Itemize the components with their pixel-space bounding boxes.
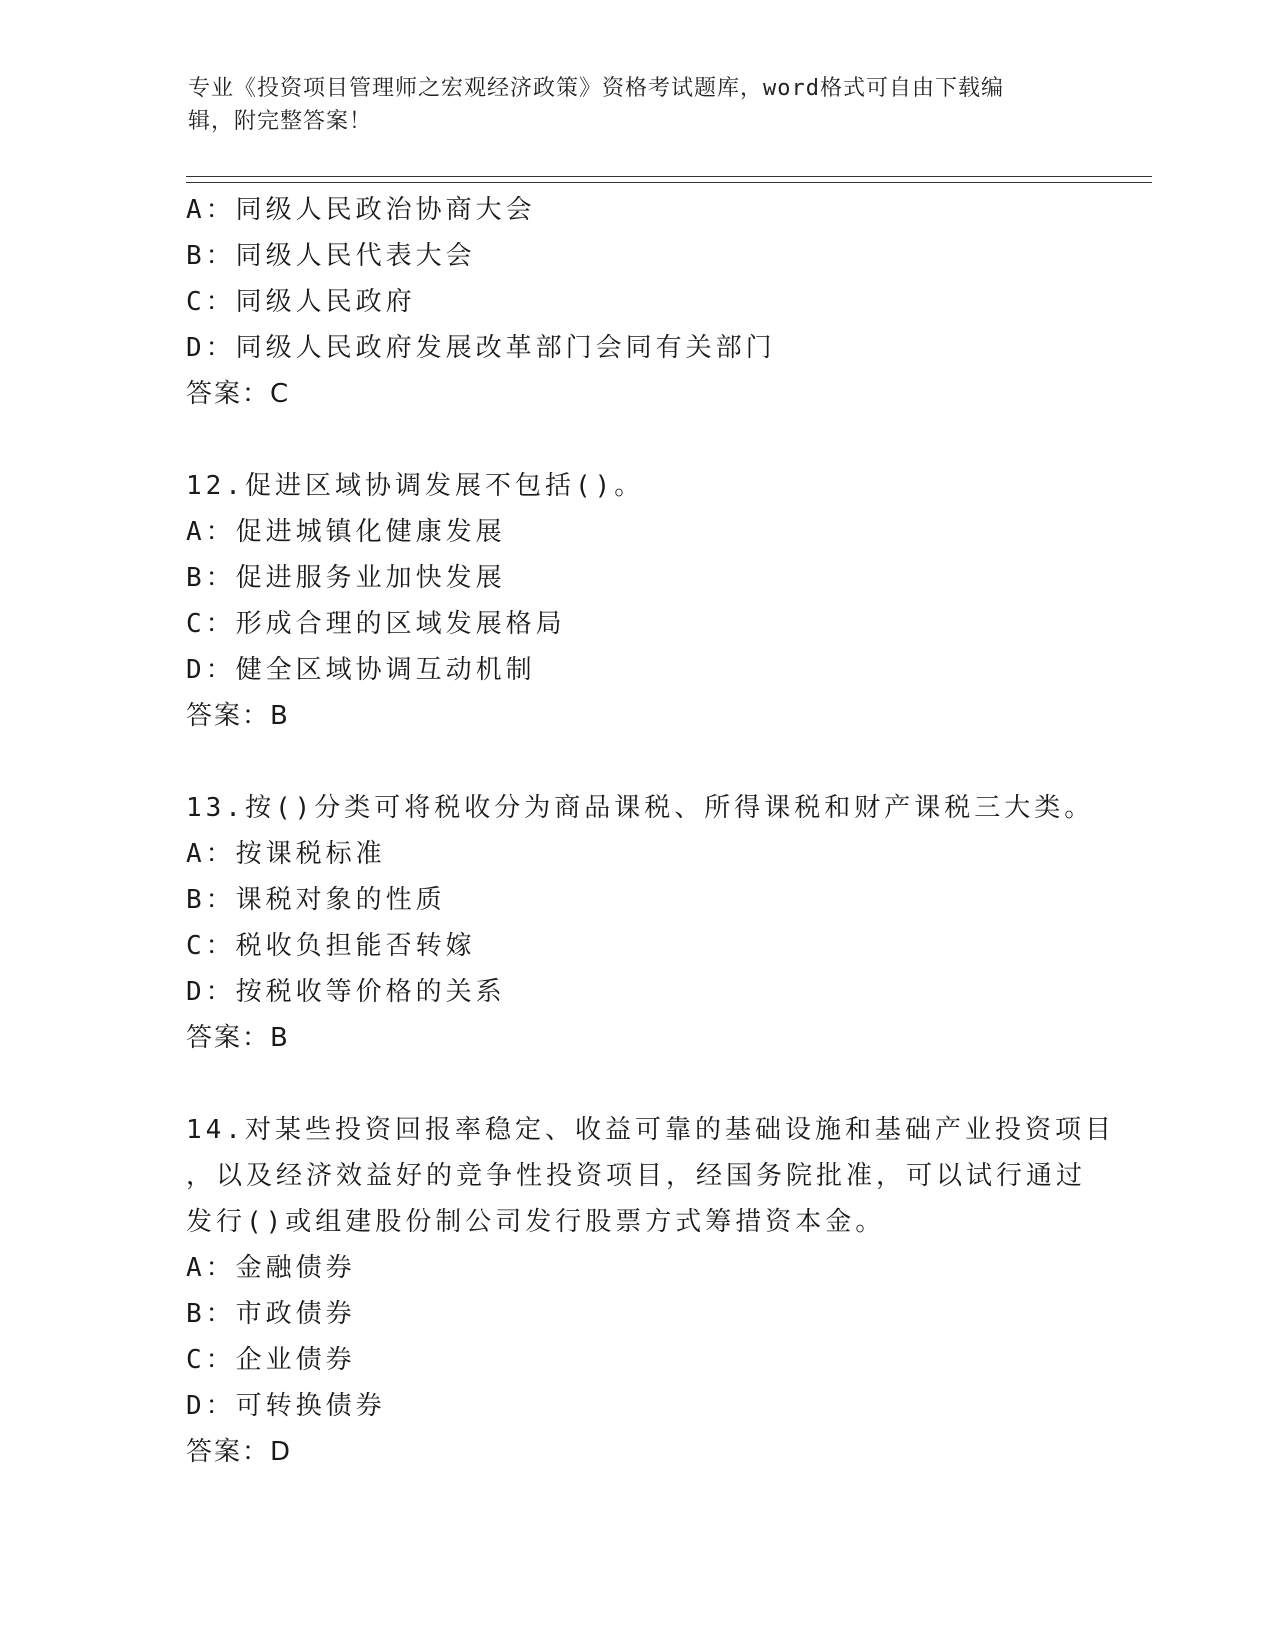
answer-line: 答案：C xyxy=(186,379,291,409)
spacer xyxy=(186,417,1086,463)
option-d: D：可转换债券 xyxy=(186,1391,386,1421)
option-a: A：同级人民政治协商大会 xyxy=(186,195,536,225)
option-c: C：同级人民政府 xyxy=(186,287,416,317)
question-stem-line-3: 发行()或组建股份制公司发行股票方式筹措资本金。 xyxy=(186,1207,886,1237)
option-d: D：同级人民政府发展改革部门会同有关部门 xyxy=(186,333,776,363)
option-a: A：金融债券 xyxy=(186,1253,356,1283)
option-a: A：按课税标准 xyxy=(186,839,386,869)
answer-line: 答案：D xyxy=(186,1437,293,1467)
option-a: A：促进城镇化健康发展 xyxy=(186,517,506,547)
question-stem: 12.促进区域协调发展不包括()。 xyxy=(186,471,645,501)
answer-line: 答案：B xyxy=(186,701,290,731)
header-double-rule xyxy=(186,176,1152,183)
question-list xyxy=(186,187,1115,1475)
question-13 xyxy=(186,785,1095,1061)
question-stem-line-1: 14.对某些投资回报率稳定、收益可靠的基础设施和基础产业投资项目 xyxy=(186,1115,1115,1145)
option-c: C：税收负担能否转嫁 xyxy=(186,931,476,961)
question-11 xyxy=(186,187,1086,417)
spacer xyxy=(186,739,1086,785)
question-stem-line-2: ，以及经济效益好的竞争性投资项目，经国务院批准，可以试行通过 xyxy=(186,1161,1087,1191)
option-b: B：市政债券 xyxy=(186,1299,356,1329)
question-stem: 13.按()分类可将税收分为商品课税、所得课税和财产课税三大类。 xyxy=(186,793,1095,823)
option-b: B：同级人民代表大会 xyxy=(186,241,476,271)
question-12 xyxy=(186,463,1086,739)
option-d: D：按税收等价格的关系 xyxy=(186,977,506,1007)
question-14 xyxy=(186,1107,1115,1475)
option-b: B：促进服务业加快发展 xyxy=(186,563,506,593)
header-line-1: 专业《投资项目管理师之宏观经济政策》资格考试题库，word格式可自由下载编 xyxy=(188,76,1004,101)
option-d: D：健全区域协调互动机制 xyxy=(186,655,536,685)
option-c: C：形成合理的区域发展格局 xyxy=(186,609,566,639)
document-header xyxy=(188,72,1068,138)
option-b: B：课税对象的性质 xyxy=(186,885,446,915)
answer-line: 答案：B xyxy=(186,1023,290,1053)
option-c: C：企业债券 xyxy=(186,1345,356,1375)
header-line-2: 辑，附完整答案！ xyxy=(188,109,373,134)
spacer xyxy=(186,1061,1086,1107)
